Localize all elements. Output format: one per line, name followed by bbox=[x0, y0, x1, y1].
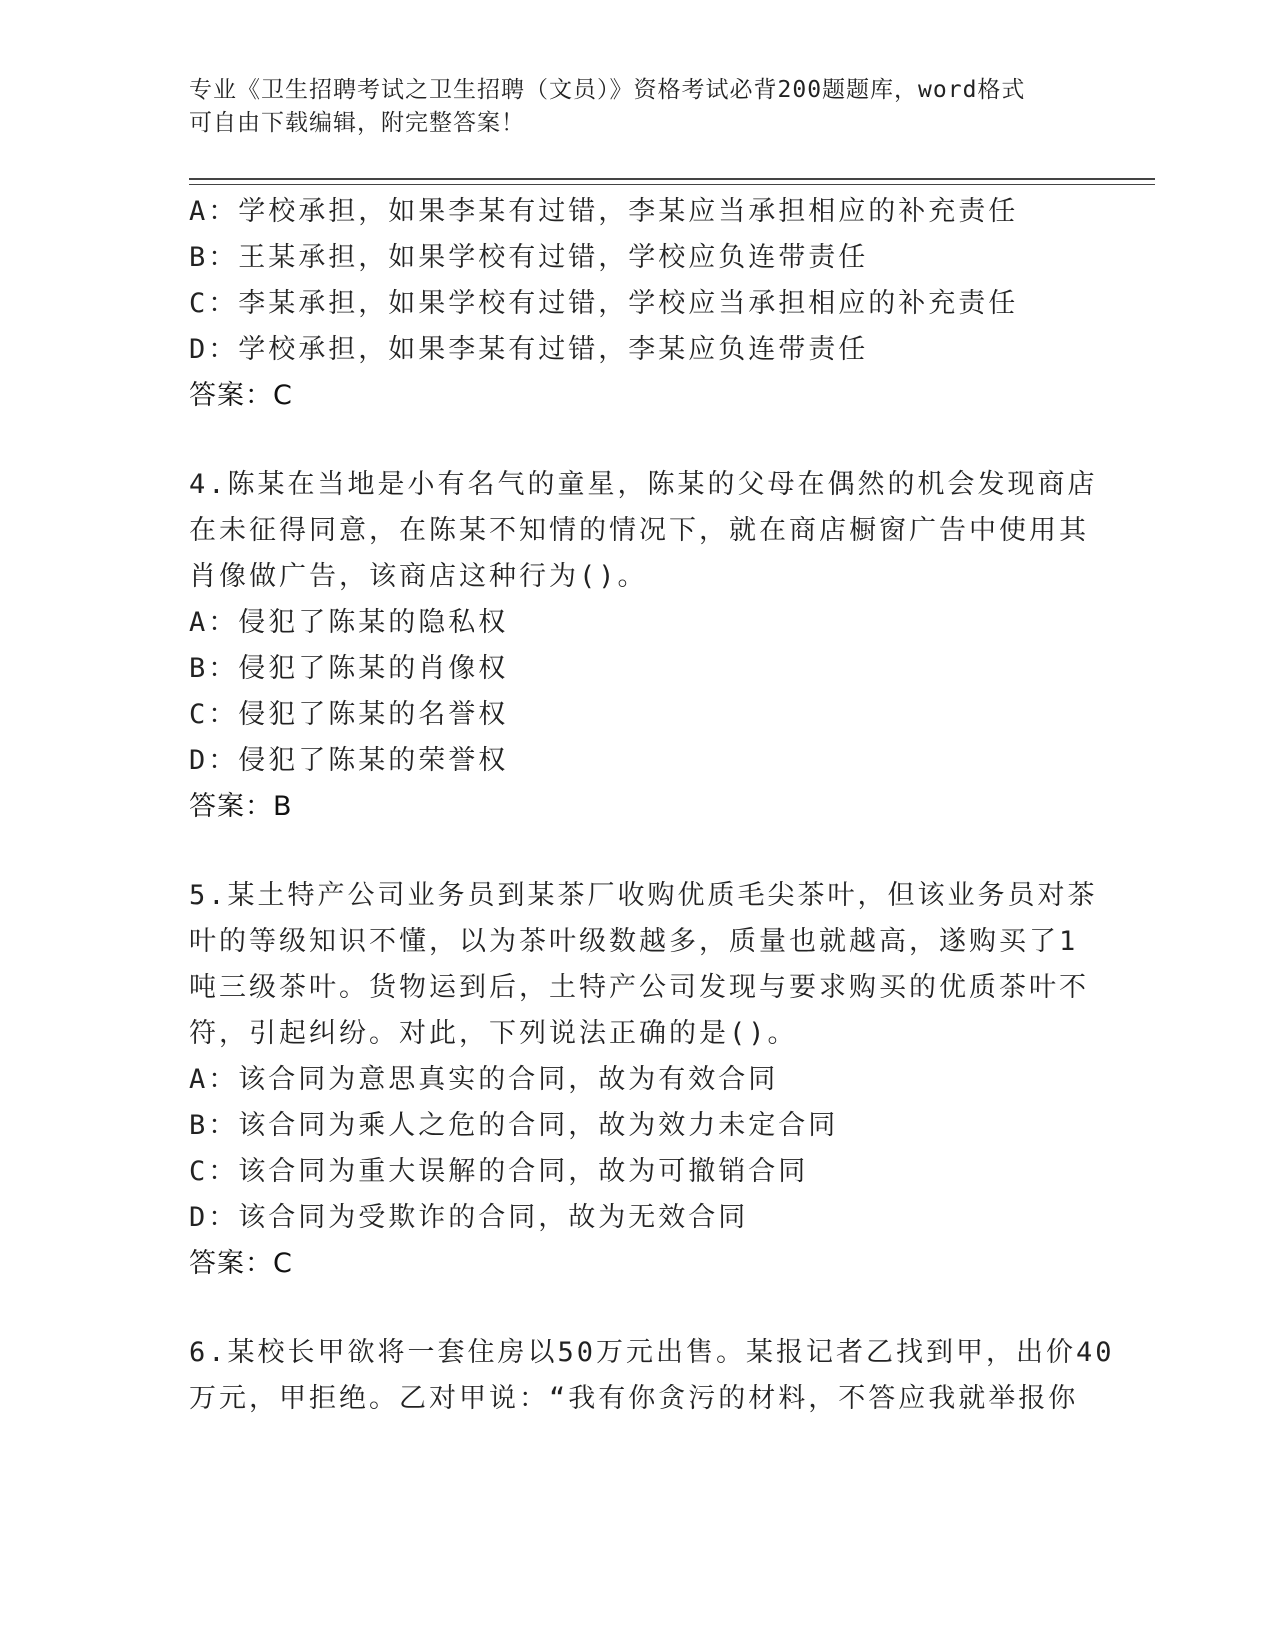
option-a: A：该合同为意思真实的合同，故为有效合同 bbox=[189, 1064, 779, 1095]
question-5 bbox=[189, 873, 1098, 1287]
question-stem-line: 符，引起纠纷。对此，下列说法正确的是()。 bbox=[189, 1018, 798, 1049]
question-stem-line: 肖像做广告，该商店这种行为()。 bbox=[189, 561, 648, 592]
option-c: C：李某承担，如果学校有过错，学校应当承担相应的补充责任 bbox=[189, 288, 1019, 319]
question-stem-line: 4.陈某在当地是小有名气的童星，陈某的父母在偶然的机会发现商店 bbox=[189, 469, 1098, 500]
question-stem-line: 叶的等级知识不懂，以为茶叶级数越多，质量也就越高，遂购买了1 bbox=[189, 926, 1079, 957]
option-b: B：侵犯了陈某的肖像权 bbox=[189, 653, 509, 684]
header-divider-thin bbox=[189, 184, 1155, 185]
header-line-2: 可自由下载编辑，附完整答案！ bbox=[189, 110, 525, 136]
option-b: B：该合同为乘人之危的合同，故为效力未定合同 bbox=[189, 1110, 839, 1141]
option-d: D：侵犯了陈某的荣誉权 bbox=[189, 745, 509, 776]
document-header bbox=[189, 74, 1069, 140]
question-6 bbox=[189, 1330, 1115, 1422]
question-stem-line: 在未征得同意，在陈某不知情的情况下，就在商店橱窗广告中使用其 bbox=[189, 515, 1089, 546]
header-divider-thick bbox=[189, 178, 1155, 180]
header-line-1: 专业《卫生招聘考试之卫生招聘（文员）》资格考试必背200题题库，word格式 bbox=[189, 77, 1026, 103]
option-c: C：该合同为重大误解的合同，故为可撤销合同 bbox=[189, 1156, 809, 1187]
answer: 答案：C bbox=[189, 380, 293, 411]
question-3 bbox=[189, 189, 1089, 419]
question-stem-line: 吨三级茶叶。货物运到后，土特产公司发现与要求购买的优质茶叶不 bbox=[189, 972, 1089, 1003]
question-stem-line: 5.某土特产公司业务员到某茶厂收购优质毛尖茶叶，但该业务员对茶 bbox=[189, 880, 1098, 911]
option-c: C：侵犯了陈某的名誉权 bbox=[189, 699, 509, 730]
option-d: D：学校承担，如果李某有过错，李某应负连带责任 bbox=[189, 334, 869, 365]
answer: 答案：B bbox=[189, 791, 293, 822]
option-b: B：王某承担，如果学校有过错，学校应负连带责任 bbox=[189, 242, 869, 273]
question-stem-line: 6.某校长甲欲将一套住房以50万元出售。某报记者乙找到甲，出价40 bbox=[189, 1337, 1115, 1368]
option-d: D：该合同为受欺诈的合同，故为无效合同 bbox=[189, 1202, 749, 1233]
option-a: A：侵犯了陈某的隐私权 bbox=[189, 607, 509, 638]
answer: 答案：C bbox=[189, 1248, 293, 1279]
question-4 bbox=[189, 462, 1098, 830]
question-list bbox=[189, 189, 1115, 1422]
option-a: A：学校承担，如果李某有过错，李某应当承担相应的补充责任 bbox=[189, 196, 1019, 227]
question-stem-line: 万元，甲拒绝。乙对甲说：“我有你贪污的材料，不答应我就举报你 bbox=[189, 1383, 1079, 1414]
